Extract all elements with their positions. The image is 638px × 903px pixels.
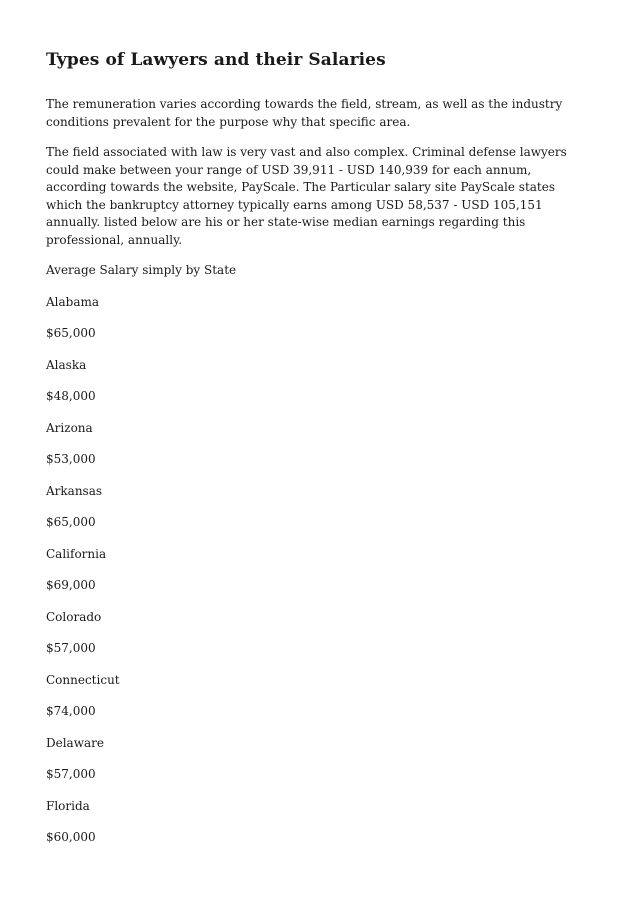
- document-page: [46, 48, 586, 861]
- page-title: Types of Lawyers and their Salaries: [46, 50, 386, 70]
- state-salary: $65,000: [46, 326, 96, 340]
- state-name: Colorado: [46, 609, 102, 624]
- state-salary: $57,000: [46, 641, 96, 655]
- state-name: Connecticut: [46, 672, 120, 687]
- state-salary: $53,000: [46, 452, 96, 466]
- state-name: California: [46, 546, 107, 561]
- state-name: Florida: [46, 798, 90, 813]
- intro-paragraph: The remuneration varies according towards the field, stream, as well as the industry conditions prevalent for the purpose why that specific area.: [46, 97, 563, 129]
- list-heading: Average Salary simply by State: [46, 263, 237, 277]
- state-salary: $69,000: [46, 578, 96, 592]
- state-name: Alaska: [46, 357, 87, 372]
- state-name: Alabama: [46, 294, 100, 309]
- state-salary: $57,000: [46, 767, 96, 781]
- state-salary: $60,000: [46, 830, 96, 844]
- state-salary: $48,000: [46, 389, 96, 403]
- state-name: Arkansas: [46, 483, 103, 498]
- state-salary: $74,000: [46, 704, 96, 718]
- state-salary-list: [46, 294, 586, 847]
- state-salary: $65,000: [46, 515, 96, 529]
- state-name: Arizona: [46, 420, 93, 435]
- body-paragraph: The field associated with law is very vast and also complex. Criminal defense lawyers could make between your range of USD 39,911 - USD 140,939 for each annum, according towards the website, PayScale. The Particular salary site PayScale states which the bankruptcy attorney typically earns among USD 58,537 - USD 105,151 annually. listed below are his or her state-wise median earnings regarding this professional, annually.: [46, 145, 567, 247]
- state-name: Delaware: [46, 735, 104, 750]
